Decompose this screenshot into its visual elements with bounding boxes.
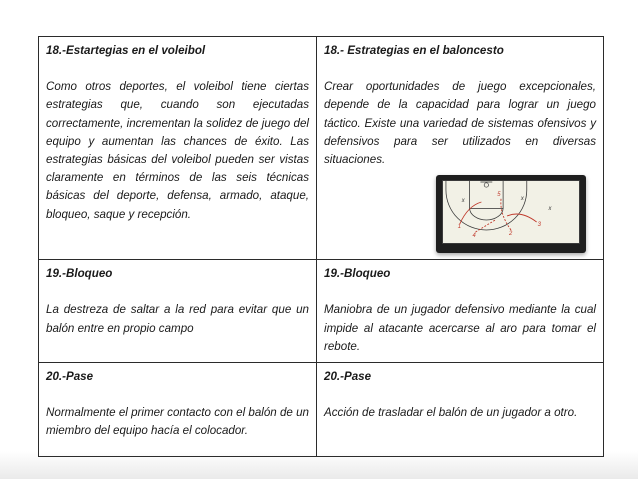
table-cell-baloncesto-bloqueo [317, 260, 604, 363]
svg-text:x: x [520, 196, 524, 203]
cell-title: 20.-Pase [324, 370, 372, 384]
comparison-table [38, 36, 604, 457]
svg-text:x: x [548, 206, 552, 213]
table-row [39, 363, 604, 457]
svg-text:5: 5 [497, 192, 501, 199]
svg-text:3: 3 [537, 222, 541, 229]
table-cell-voleibol-bloqueo [39, 260, 317, 363]
table-cell-voleibol-strategies [39, 37, 317, 260]
table-row [39, 37, 604, 260]
table-row [39, 260, 604, 363]
cell-title: 19.-Bloqueo [324, 267, 391, 281]
svg-text:x: x [461, 198, 465, 205]
cell-body: Acción de trasladar el balón de un jugador a otro. [324, 406, 578, 420]
svg-text:2: 2 [509, 231, 513, 238]
basketball-play-diagram-image [436, 175, 586, 253]
table-cell-baloncesto-pase [317, 363, 604, 457]
cell-body: La destreza de saltar a la red para evitar que un balón entre en propio campo [46, 303, 309, 335]
cell-title: 20.-Pase [46, 370, 94, 384]
cell-title: 18.- Estrategias en el baloncesto [324, 44, 504, 57]
svg-text:1: 1 [457, 224, 462, 231]
cell-title: 18.-Estartegias en el voleibol [46, 44, 206, 57]
cell-body: Como otros deportes, el voleibol tiene ciertas estrategias que, cuando son ejecutadas correctamente, incrementan la solidez de juego del equipo y aumentan las chances de éxito. Las estrategias básicas del voleibol pueden ser vistas claramente en términos de las seis técnicas básicas del deporte, defensa, armado, ataque, bloqueo, saque y recepción. [46, 80, 309, 221]
basketball-court-diagram [442, 180, 580, 244]
table-cell-baloncesto-strategies [317, 37, 604, 260]
svg-text:4: 4 [472, 233, 476, 240]
cell-body: Maniobra de un jugador defensivo mediante la cual impide al atacante acercarse al aro para tomar el rebote. [324, 303, 596, 353]
table-cell-voleibol-pase [39, 363, 317, 457]
cell-title: 19.-Bloqueo [46, 267, 113, 281]
cell-body: Normalmente el primer contacto con el balón de un miembro del equipo hacía el colocador. [46, 406, 309, 438]
cell-body: Crear oportunidades de juego excepcionales, depende de la capacidad para lograr un juego táctico. Existe una variedad de sistemas ofensivos y defensivos para ser utilizados en diversas situaciones. [324, 80, 596, 167]
